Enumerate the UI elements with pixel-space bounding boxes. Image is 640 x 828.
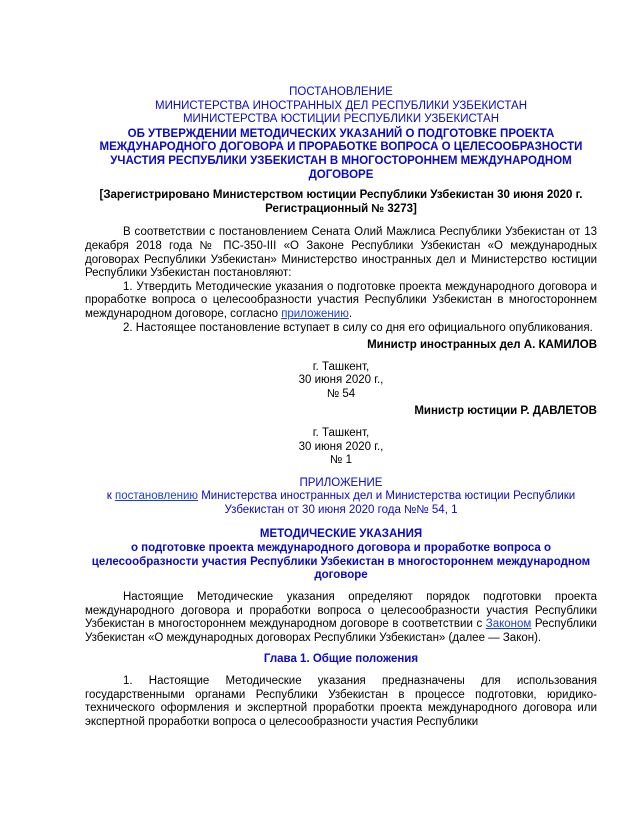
resolution-point-1 xyxy=(85,281,597,322)
annex-subtitle xyxy=(85,490,597,517)
document-header xyxy=(85,86,597,216)
point1-tail: . xyxy=(348,307,353,320)
annex-heading xyxy=(85,477,597,518)
chapter-1-heading: Глава 1. Общие положения xyxy=(263,653,419,666)
guidelines-paragraph-1: 1. Настоящие Методические указания предназначены для использования государственными органами Республики Узбекистан в процессе подготовки, юридико-технического оформления и экспертной проработки проекта международного договора или экспертной проработки вопроса о целесообразности участия Республики xyxy=(85,674,597,728)
annex-title: ПРИЛОЖЕНИЕ xyxy=(299,476,383,489)
doc-type-line: ПОСТАНОВЛЕНИЕ xyxy=(289,86,393,98)
resolution-link[interactable]: постановлению xyxy=(115,490,199,503)
preamble-paragraph: В соответствии с постановлением Сената Олий Мажлиса Республики Узбекистан от 13 декабря 2018 года № ПС-350-III «О Законе Республики Узбекистан «О международных договорах Республики Узбекистан» Министерство иностранных дел и Министерство юстиции Республики Узбекистан постановляют: xyxy=(85,226,597,280)
annex-subtitle-tail: Министерства иностранных дел и Министерства юстиции Республики Узбекистан от 30 июня 2020 года №№ 54, 1 xyxy=(198,490,576,517)
doc-subject-title: ОБ УТВЕРЖДЕНИИ МЕТОДИЧЕСКИХ УКАЗАНИЙ О ПОДГОТОВКЕ ПРОЕКТА МЕЖДУНАРОДНОГО ДОГОВОРА И ПРОРАБОТКЕ ВОПРОСА О ЦЕЛЕСООБРАЗНОСТИ УЧАСТИЯ РЕСПУБЛИКИ УЗБЕКИСТАН В МНОГОСТОРОННЕМ МЕЖДУНАРОДНОМ ДОГОВОРЕ xyxy=(99,127,583,181)
annex-subtitle-prefix: к xyxy=(106,490,115,503)
guidelines-subtitle: о подготовке проекта международного договора и проработке вопроса о целесообразности участия Республики Узбекистан в многостороннем международном договоре xyxy=(91,542,591,582)
intro-text: Настоящие Методические указания определяют порядок подготовки проекта международного договора и проработки вопроса о целесообразности участия Республики Узбекистан в многостороннем международном договоре в соответствии с xyxy=(85,591,597,631)
guidelines-title: МЕТОДИЧЕСКИЕ УКАЗАНИЯ xyxy=(259,527,423,540)
registration-note: [Зарегистрировано Министерством юстиции Республики Узбекистан 30 июня 2020 г. Регистрационный № 3273] xyxy=(99,189,583,215)
guidelines-heading xyxy=(85,528,597,583)
sig2-number: № 1 xyxy=(330,454,352,467)
resolution-point-2: 2. Настоящее постановление вступает в силу со дня его официального опубликования. xyxy=(123,321,593,334)
sig1-number: № 54 xyxy=(326,387,356,400)
annex-link[interactable]: приложению xyxy=(281,307,349,320)
signature-justice-minister: Министр юстиции Р. ДАВЛЕТОВ xyxy=(414,405,597,418)
intro-tail: Республики Узбекистан «О международных договорах Республики Узбекистан» (далее — Закон). xyxy=(85,618,597,644)
sig2-place: г. Ташкент, xyxy=(312,427,370,440)
law-link[interactable]: Законом xyxy=(485,618,532,631)
sig2-date: 30 июня 2020 г., xyxy=(298,440,384,453)
signature-mfa-minister: Министр иностранных дел А. КАМИЛОВ xyxy=(367,339,597,352)
signature-mfa-details xyxy=(85,361,597,402)
guidelines-intro-paragraph xyxy=(85,591,597,645)
sig1-date: 30 июня 2020 г., xyxy=(298,374,384,387)
signature-justice-details xyxy=(85,427,597,468)
org-line-mfa: МИНИСТЕРСТВА ИНОСТРАННЫХ ДЕЛ РЕСПУБЛИКИ УЗБЕКИСТАН xyxy=(154,99,528,112)
org-line-justice: МИНИСТЕРСТВА ЮСТИЦИИ РЕСПУБЛИКИ УЗБЕКИСТАН xyxy=(182,113,500,126)
sig1-place: г. Ташкент, xyxy=(312,360,370,373)
point1-text: 1. Утвердить Методические указания о подготовке проекта международного договора и проработке вопроса о целесообразности участия Республики Узбекистан в многостороннем международном договоре, согласно xyxy=(85,280,597,320)
